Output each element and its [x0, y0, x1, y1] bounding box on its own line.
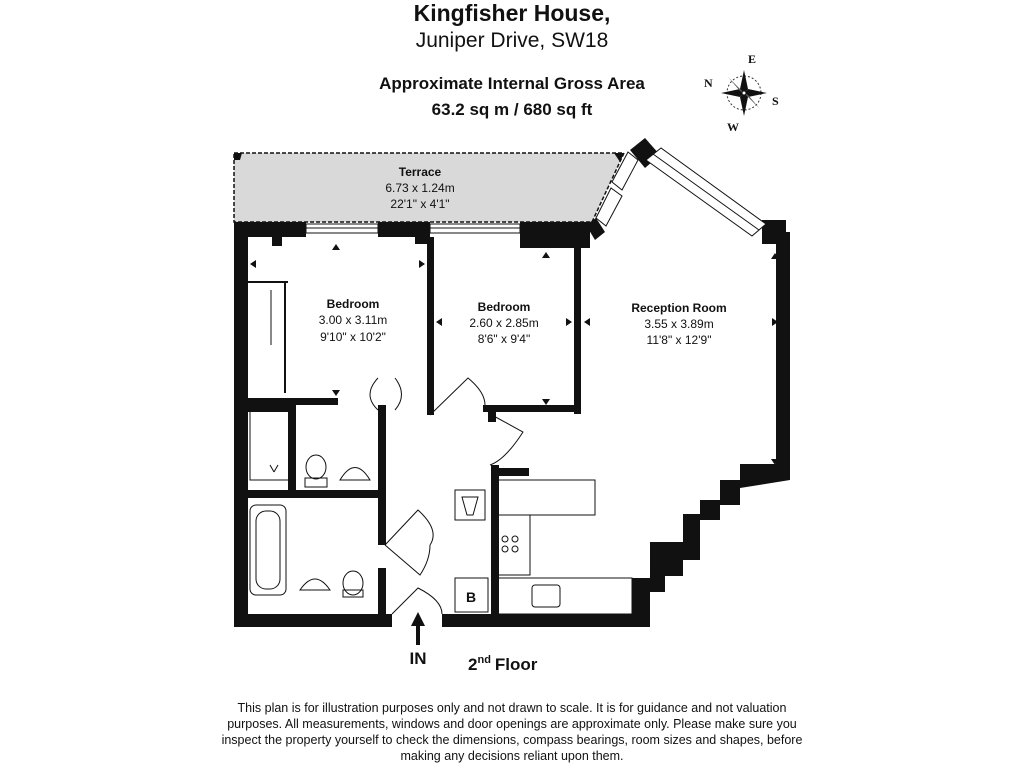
floor-suffix: nd [477, 654, 491, 666]
boiler-label: B [465, 589, 477, 605]
terrace-name: Terrace [398, 165, 442, 179]
compass-west: W [727, 120, 739, 134]
entrance-arrow-icon [411, 612, 425, 645]
disclaimer-text: This plan is for illustration purposes only and not drawn to scale. It is for guidance and not valuation purposes. All measurements, windows and door openings are approximate only. Please make sure you inspect the property yourself to check the dimensions, compass bearings, room sizes and shapes, before making any decisions reliant upon them. [221, 701, 803, 763]
reception-metric: 3.55 x 3.89m [644, 317, 714, 331]
bedroom1-imperial: 9'10" x 10'2" [320, 330, 386, 344]
compass-icon [721, 70, 767, 116]
floor-word: Floor [494, 655, 538, 674]
reception-imperial: 11'8" x 12'9" [646, 333, 712, 347]
compass-south: S [772, 94, 779, 108]
dimension-markers [250, 244, 779, 465]
floor-label [468, 654, 538, 674]
bedroom1-metric: 3.00 x 3.11m [318, 313, 388, 327]
reception-name: Reception Room [631, 301, 727, 315]
bedroom2-metric: 2.60 x 2.85m [469, 316, 539, 330]
compass-east: E [748, 52, 757, 66]
compass-north: N [704, 76, 713, 90]
property-title: Kingfisher House, [413, 0, 611, 26]
bedroom2-imperial: 8'6" x 9'4" [477, 332, 531, 346]
area-label: Approximate Internal Gross Area [379, 74, 645, 93]
bedroom2-name: Bedroom [477, 300, 531, 314]
bedroom1-name: Bedroom [326, 297, 380, 311]
area-value: 63.2 sq m / 680 sq ft [431, 100, 593, 119]
entrance-label: IN [409, 649, 427, 668]
floor-number: 2 [468, 655, 478, 674]
terrace-metric: 6.73 x 1.24m [385, 181, 455, 195]
property-address: Juniper Drive, SW18 [415, 29, 609, 52]
terrace-imperial: 22'1" x 4'1" [390, 197, 450, 211]
